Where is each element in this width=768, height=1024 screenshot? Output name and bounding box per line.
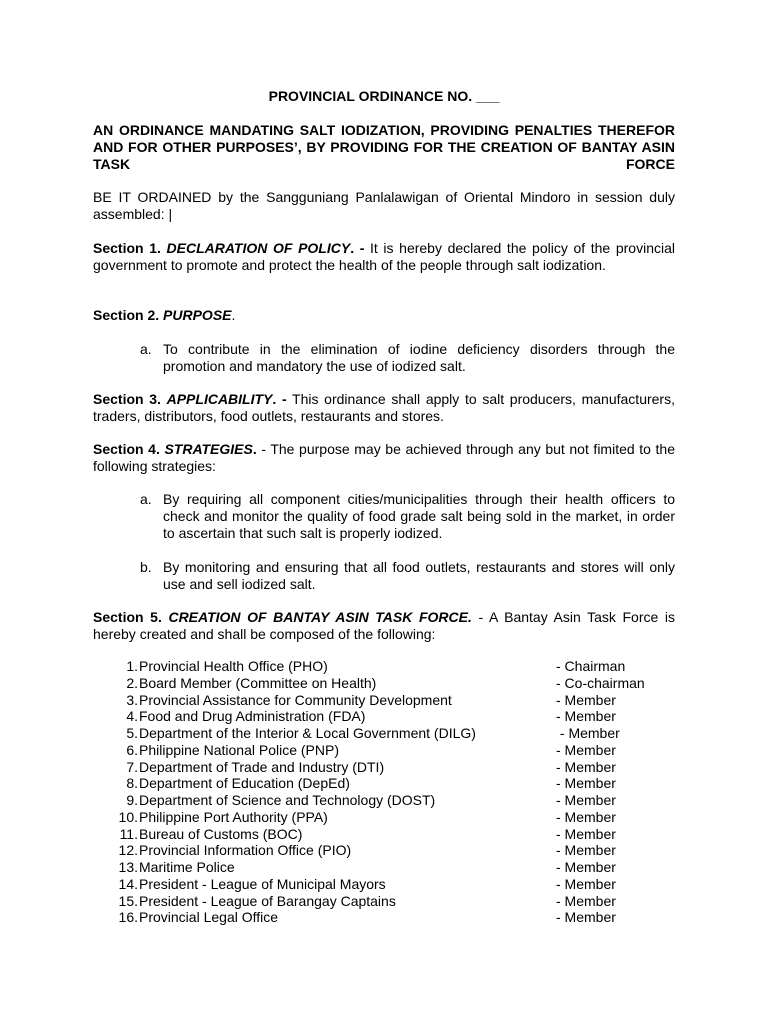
member-role: - Member (556, 725, 620, 741)
section-3-heading: APPLICABILITY (166, 391, 273, 407)
list-item-text: By requiring all component cities/municipalities through their health officers to check and monitor the quality of food grade salt being sold in the market, in order to ascertain that such salt is properly iodized. (163, 491, 675, 541)
member-row (115, 742, 675, 759)
member-name: Department of Education (DepEd) (139, 775, 350, 792)
member-row (115, 725, 675, 742)
member-row (115, 759, 675, 776)
member-name: Provincial Assistance for Community Development (139, 691, 452, 708)
member-number: 14. (118, 875, 138, 892)
section-1-text: It is hereby declared the policy of the provincial government to promote and protect the health of the people through salt iodization. (93, 240, 675, 273)
section-4-text: - The purpose may be achieved through any but not fimited to the following strategies: (93, 441, 675, 474)
section-1-separator: . - (350, 240, 365, 256)
member-role: - Member (556, 808, 616, 825)
member-name: Food and Drug Administration (FDA) (139, 708, 366, 725)
member-role: - Member (556, 775, 616, 792)
member-number: 5. (126, 725, 138, 741)
member-role: - Member (556, 909, 616, 926)
section-4-item-a (140, 491, 675, 542)
section-1-heading: DECLARATION OF POLICY (166, 240, 351, 256)
member-row (115, 876, 675, 893)
member-name: Philippine National Police (PNP) (139, 741, 339, 758)
section-5-text: - A Bantay Asin Task Force is hereby created and shall be composed of the following: (93, 609, 675, 642)
section-2-item-a (140, 341, 675, 375)
member-row (115, 842, 675, 859)
member-name: President - League of Municipal Mayors (139, 875, 386, 892)
section-3-separator: . - (272, 391, 287, 407)
member-name: Board Member (Committee on Health) (139, 674, 377, 691)
section-5 (93, 609, 675, 643)
member-name: Bureau of Customs (BOC) (139, 825, 303, 842)
member-role: - Member (556, 875, 616, 892)
member-role: - Member (556, 825, 616, 842)
section-5-heading: CREATION OF BANTAY ASIN TASK FORCE. (168, 609, 472, 625)
member-name: Provincial Information Office (PIO) (139, 842, 352, 859)
member-number: 1. (126, 658, 138, 674)
section-1-label: Section 1. (93, 240, 161, 256)
member-role: - Member (556, 691, 616, 708)
member-row (115, 909, 675, 926)
member-role: - Member (556, 741, 616, 758)
member-number: 10. (118, 808, 138, 825)
member-number: 15. (118, 892, 138, 909)
member-name: President - League of Barangay Captains (139, 892, 396, 909)
section-2-label: Section 2. (93, 307, 160, 323)
list-item-text: To contribute in the elimination of iodine deficiency disorders through the promotion and mandatory the use of iodized salt. (163, 341, 675, 374)
member-row (115, 708, 675, 725)
member-name: Department of Trade and Industry (DTI) (139, 758, 385, 775)
member-number: 16. (118, 909, 138, 926)
section-5-label: Section 5. (93, 609, 162, 625)
member-role: - Member (556, 842, 616, 859)
member-role: - Member (556, 892, 616, 909)
member-number: 12. (118, 842, 138, 859)
member-number: 13. (118, 859, 138, 875)
member-row (115, 792, 675, 809)
list-marker: b. (140, 559, 152, 575)
preamble: BE IT ORDAINED by the Sangguniang Panlalawigan of Oriental Mindoro in session duly assembled: | (93, 189, 675, 222)
section-4-heading: STRATEGIES (164, 441, 253, 457)
member-name: Department of the Interior & Local Government (DILG) (139, 725, 476, 741)
member-role: - Chairman (556, 658, 626, 674)
member-name: Maritime Police (139, 859, 235, 875)
section-4-item-b (140, 559, 675, 593)
task-force-members-list (0, 658, 768, 938)
member-role: - Member (556, 758, 616, 775)
member-role: - Member (556, 708, 616, 725)
member-name: Provincial Health Office (PHO) (139, 658, 328, 674)
member-role: - Member (556, 859, 616, 875)
section-3-label: Section 3. (93, 391, 161, 407)
member-number: 6. (126, 741, 138, 758)
section-4-separator: . (252, 441, 257, 457)
member-number: 2. (126, 674, 138, 691)
section-2-heading: PURPOSE (163, 307, 232, 323)
list-item-text: By monitoring and ensuring that all food outlets, restaurants and stores will only use and sell iodized salt. (163, 559, 675, 592)
member-row (115, 675, 675, 692)
member-row (115, 775, 675, 792)
section-4-label: Section 4. (93, 441, 160, 457)
section-4 (93, 441, 675, 475)
member-name: Department of Science and Technology (DOST) (139, 792, 436, 808)
member-row (115, 658, 675, 675)
member-number: 9. (126, 792, 138, 808)
list-marker: a. (140, 491, 152, 507)
list-marker: a. (140, 341, 152, 357)
section-1 (93, 240, 675, 274)
member-number: 7. (126, 758, 138, 775)
member-row (115, 859, 675, 876)
member-role: - Co-chairman (556, 674, 645, 691)
member-row (115, 893, 675, 910)
section-3-text: This ordinance shall apply to salt producers, manufacturers, traders, distributors, food outlets, restaurants and stores. (93, 391, 675, 424)
member-row (115, 809, 675, 826)
section-3 (93, 391, 675, 425)
member-number: 3. (126, 691, 138, 708)
member-number: 4. (126, 708, 138, 725)
member-name: Philippine Port Authority (PPA) (139, 808, 328, 825)
section-2-separator: . (231, 307, 236, 323)
member-number: 8. (126, 775, 138, 792)
member-row (115, 826, 675, 843)
member-role: - Member (556, 792, 616, 808)
member-number: 11. (119, 825, 138, 842)
ordinance-subtitle: AN ORDINANCE MANDATING SALT IODIZATION, PROVIDING PENALTIES THEREFOR AND FOR OTHER PURPOSES’, BY PROVIDING FOR THE CREATION OF BANTAY ASIN TASK FORCE (93, 122, 675, 172)
ordinance-title: PROVINCIAL ORDINANCE NO. ___ (268, 88, 500, 104)
section-2 (93, 307, 675, 324)
member-row (115, 692, 675, 709)
member-name: Provincial Legal Office (139, 909, 279, 926)
